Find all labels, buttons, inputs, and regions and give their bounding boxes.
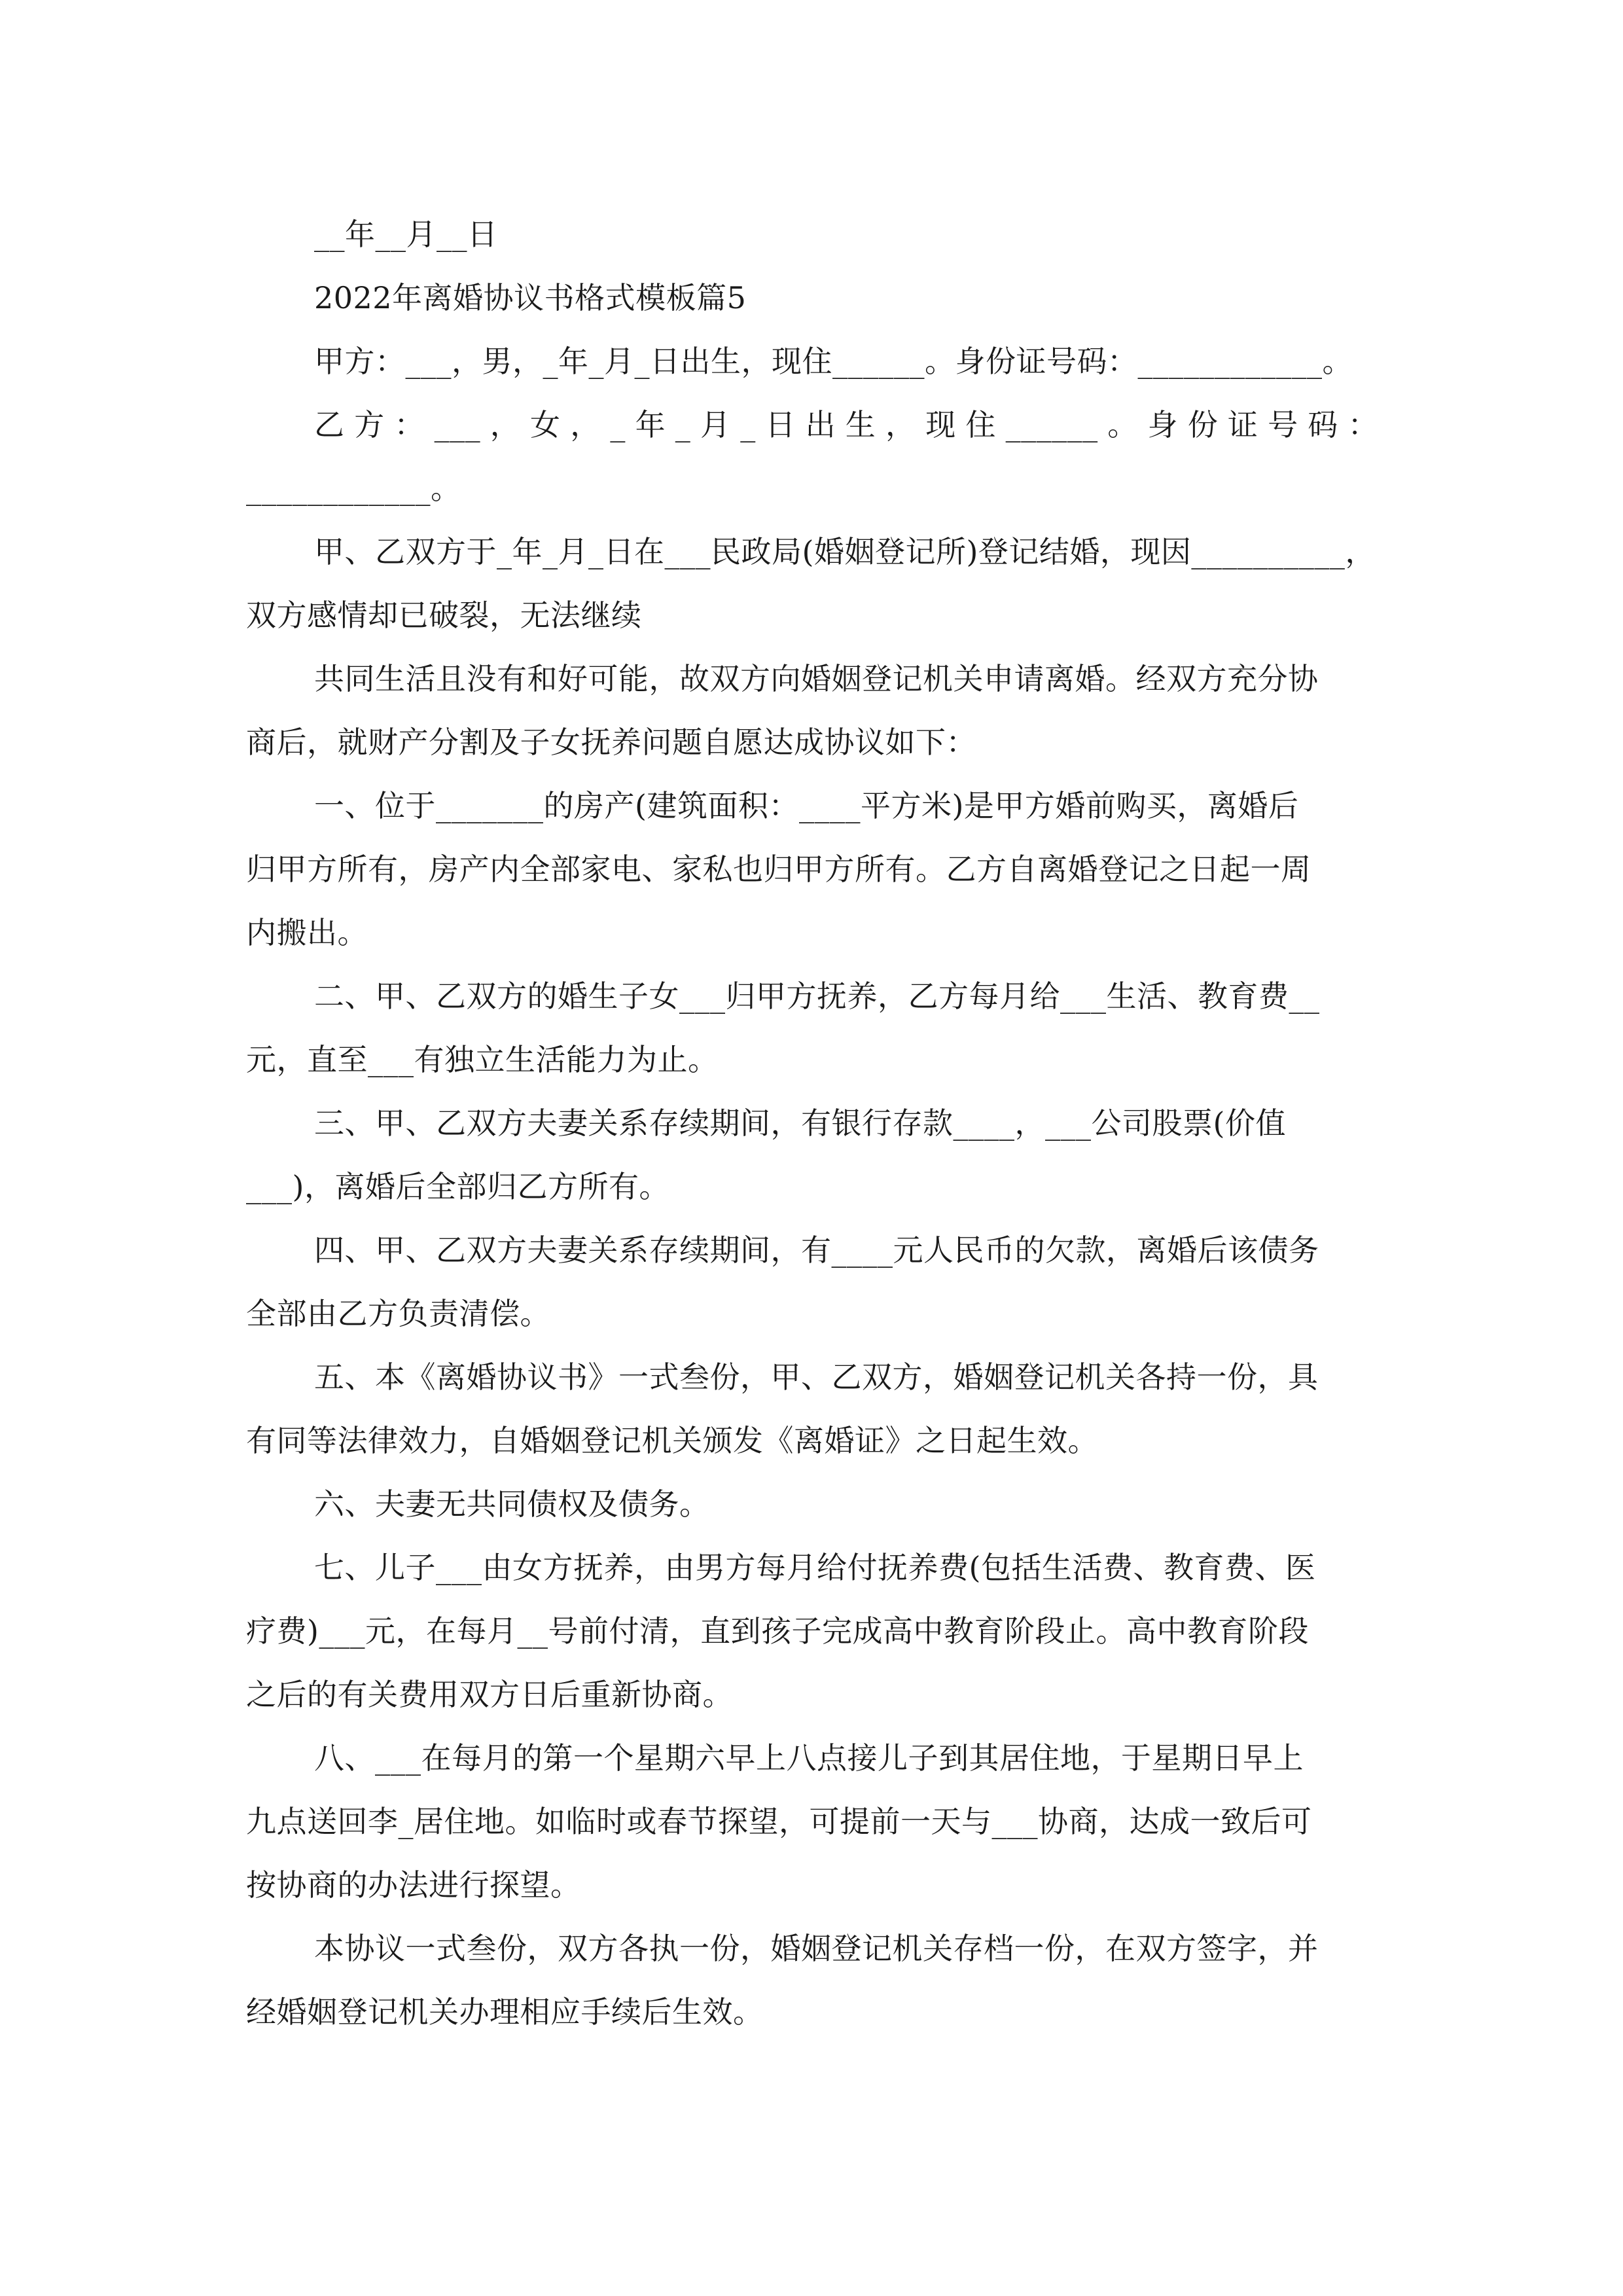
item-3-line-1: 三、甲、乙双方夫妻关系存续期间，有银行存款____，___公司股票(价值 <box>314 1105 1286 1141</box>
item-3-line-2: ___)，离婚后全部归乙方所有。 <box>246 1169 669 1204</box>
item-6-line: 六、夫妻无共同债权及债务。 <box>314 1486 710 1522</box>
item-1-line-1: 一、位于_______的房产(建筑面积：____平方米)是甲方婚前购买，离婚后 <box>314 788 1299 823</box>
party-a-line: 甲方：___，男，_年_月_日出生，现住______。身份证号码：____________。 <box>314 344 1353 379</box>
paragraph-2-line-1: 共同生活且没有和好可能，故双方向婚姻登记机关申请离婚。经双方充分协 <box>314 661 1319 696</box>
item-7-line-1: 七、儿子___由女方抚养，由男方每月给付抚养费(包括生活费、教育费、医 <box>314 1550 1316 1585</box>
paragraph-1-line-2: 双方感情却已破裂，无法继续 <box>246 598 642 633</box>
item-8-line-3: 按协商的办法进行探望。 <box>246 1867 581 1903</box>
paragraph-2-line-2: 商后，就财产分割及子女抚养问题自愿达成协议如下： <box>246 725 976 760</box>
closing-line-1: 本协议一式叁份，双方各执一份，婚姻登记机关存档一份，在双方签字，并 <box>314 1931 1319 1966</box>
paragraph-1-line-1: 甲、乙双方于_年_月_日在___民政局(婚姻登记所)登记结婚，现因__________， <box>314 534 1376 569</box>
item-7-line-2: 疗费)___元，在每月__号前付清，直到孩子完成高中教育阶段止。高中教育阶段 <box>246 1613 1309 1649</box>
item-8-line-2: 九点送回李_居住地。如临时或春节探望，可提前一天与___协商，达成一致后可 <box>246 1804 1312 1839</box>
item-5-line-2: 有同等法律效力，自婚姻登记机关颁发《离婚证》之日起生效。 <box>246 1423 1098 1458</box>
document-title: 2022年离婚协议书格式模板篇5 <box>314 280 747 315</box>
item-2-line-1: 二、甲、乙双方的婚生子女___归甲方抚养，乙方每月给___生活、教育费__ <box>314 978 1320 1014</box>
party-b-line-1: 乙方：___，女，_年_月_日出生，现住______。身份证号码： <box>314 407 1378 442</box>
date-line: __年__月__日 <box>314 217 498 252</box>
document-body <box>246 203 1378 2044</box>
item-8-line-1: 八、___在每月的第一个星期六早上八点接儿子到其居住地，于星期日早上 <box>314 1740 1304 1776</box>
item-1-line-2: 归甲方所有，房产内全部家电、家私也归甲方所有。乙方自离婚登记之日起一周 <box>246 852 1311 887</box>
item-4-line-2: 全部由乙方负责清偿。 <box>246 1296 550 1331</box>
item-7-line-3: 之后的有关费用双方日后重新协商。 <box>246 1677 733 1712</box>
item-4-line-1: 四、甲、乙双方夫妻关系存续期间，有____元人民币的欠款，离婚后该债务 <box>314 1232 1319 1268</box>
item-2-line-2: 元，直至___有独立生活能力为止。 <box>246 1042 719 1077</box>
item-1-line-3: 内搬出。 <box>246 915 368 950</box>
item-5-line-1: 五、本《离婚协议书》一式叁份，甲、乙双方，婚姻登记机关各持一份，具 <box>314 1359 1319 1395</box>
party-b-line-2: ____________。 <box>246 471 461 506</box>
closing-line-2: 经婚姻登记机关办理相应手续后生效。 <box>246 1994 764 2030</box>
